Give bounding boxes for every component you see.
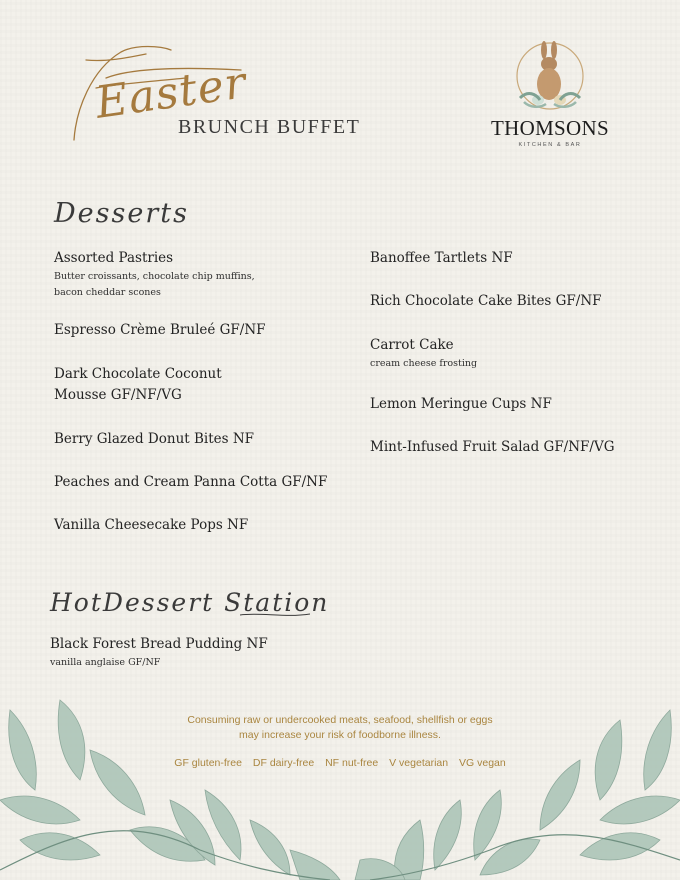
menu-item-name: Vanilla Cheesecake Pops NF	[54, 517, 249, 533]
dietary-legend	[0, 757, 680, 769]
brand-name: THOMSONS	[491, 116, 609, 140]
allergen-notice-line2: may increase your risk of foodborne illness.	[239, 729, 441, 741]
menu-item-name: Peaches and Cream Panna Cotta GF/NF	[54, 474, 328, 490]
legend-item: V vegetarian	[389, 757, 449, 769]
menu-item-desc: vanilla anglaise GF/NF	[50, 657, 161, 668]
title-script-word: Easter	[92, 57, 250, 129]
menu-item	[370, 291, 650, 335]
menu-item-name: Lemon Meringue Cups NF	[370, 396, 552, 412]
menu-item	[54, 429, 354, 472]
menu-item-name: Espresso Crème Bruleé GF/NF	[54, 322, 266, 338]
menu-item	[370, 335, 650, 394]
menu-item-name: Dark Chocolate Coconut	[54, 366, 222, 382]
allergen-notice	[0, 713, 680, 743]
menu-item	[370, 437, 650, 467]
menu-item-name: Rich Chocolate Cake Bites GF/NF	[370, 293, 602, 309]
menu-item	[54, 248, 354, 320]
menu-item-name: Black Forest Bread Pudding NF	[50, 636, 268, 652]
menu-item-desc: Butter croissants, chocolate chip muffins,	[54, 271, 255, 282]
menu-item-name: Berry Glazed Donut Bites NF	[54, 431, 255, 447]
desserts-right-column	[370, 248, 650, 467]
bunny-wreath-icon	[510, 38, 590, 118]
menu-item-desc: cream cheese frosting	[370, 358, 478, 369]
menu-item	[370, 248, 650, 291]
menu-item-name-cont: Mousse GF/NF/VG	[54, 387, 182, 403]
title-subtitle: BRUNCH BUFFET	[178, 116, 361, 138]
menu-item	[54, 320, 354, 364]
brand-logo	[484, 38, 616, 156]
menu-item-desc: bacon cheddar scones	[54, 287, 161, 298]
menu-item	[54, 515, 354, 545]
legend-item: GF gluten-free	[174, 757, 242, 769]
menu-item	[54, 472, 354, 515]
allergen-notice-line1: Consuming raw or undercooked meats, seafood, shellfish or eggs	[187, 714, 493, 726]
menu-item-name: Carrot Cake	[370, 337, 454, 353]
hot-station-heading: HotDessert Station	[50, 588, 330, 617]
legend-item: NF nut-free	[325, 757, 379, 769]
menu-item	[50, 634, 370, 671]
menu-item	[370, 394, 650, 437]
desserts-left-column	[54, 248, 354, 545]
menu-item	[54, 364, 354, 429]
legend-item: VG vegan	[459, 757, 506, 769]
desserts-heading: Desserts	[54, 198, 189, 229]
menu-item-name: Assorted Pastries	[54, 250, 174, 266]
menu-item-name: Banoffee Tartlets NF	[370, 250, 513, 266]
hot-station-flourish	[240, 612, 310, 618]
menu-item-name: Mint-Infused Fruit Salad GF/NF/VG	[370, 439, 615, 455]
brand-tagline: KITCHEN & BAR	[518, 142, 582, 148]
hot-station-list	[50, 634, 370, 671]
legend-item: DF dairy-free	[252, 757, 315, 769]
